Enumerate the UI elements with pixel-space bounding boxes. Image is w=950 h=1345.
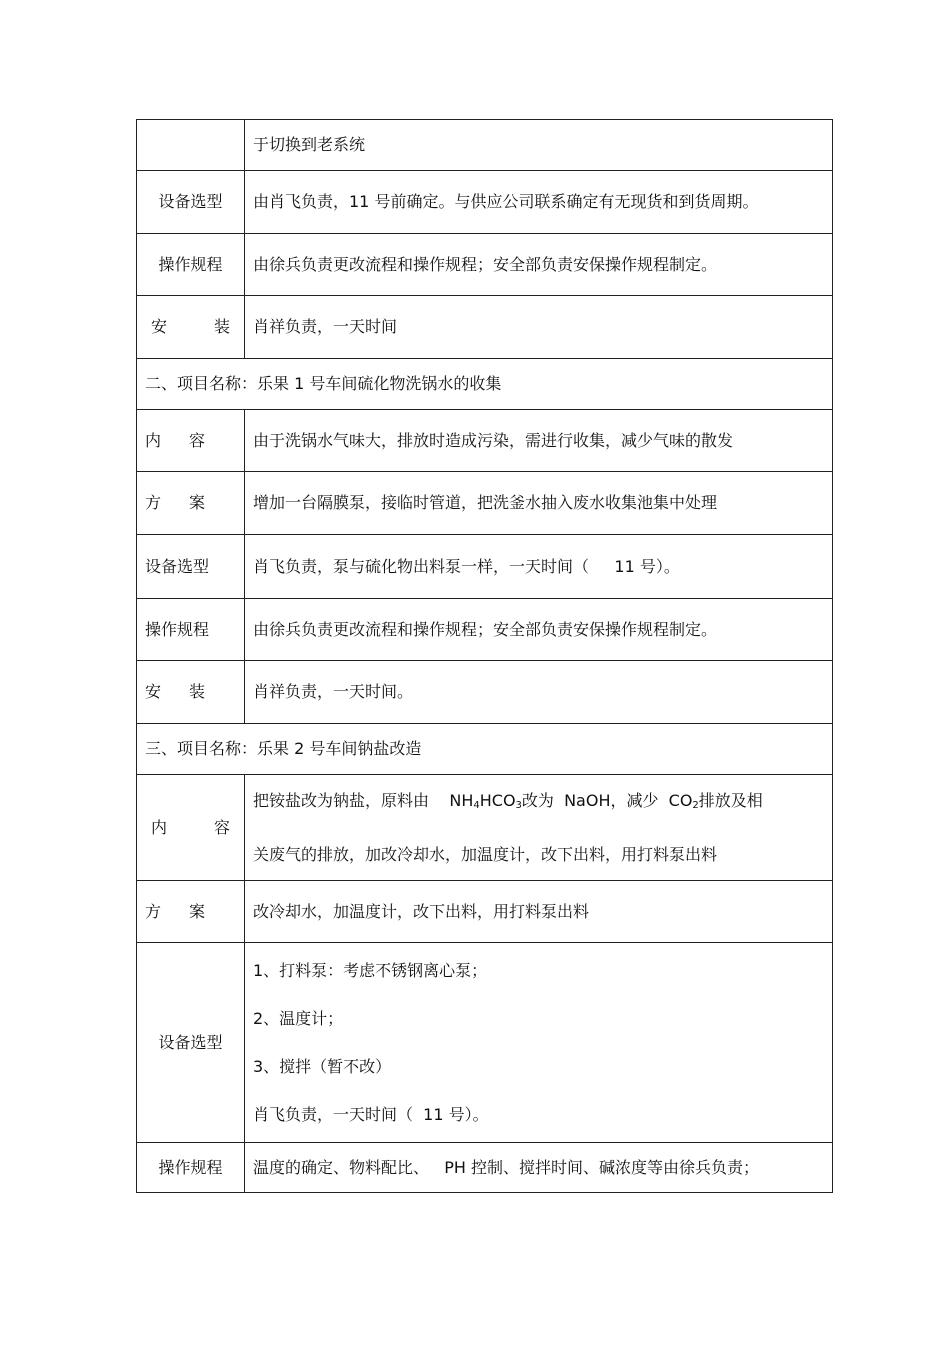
equipment-line-2: 2、温度计； <box>253 1008 344 1028</box>
equipment-text: 由肖飞负责，11 号前确定。与供应公司联系确定有无现货和到货周期。 <box>245 171 833 234</box>
section2-content-text: 由于洗锅水气味大，排放时造成污染，需进行收集，减少气味的散发 <box>245 410 833 472</box>
empty-label-cell <box>137 120 245 171</box>
section3-title: 三、项目名称：乐果 2 号车间钠盐改造 <box>137 724 833 775</box>
section2-content-label: 内 容 <box>137 410 245 472</box>
equipment-line-4: 肖飞负责，一天时间（ 11 号）。 <box>253 1104 489 1124</box>
section3-content-line1: 把铵盐改为钠盐，原料由 $NH_4HCO_3$改为 NaOH，减少 $CO_2$排放及相 <box>253 791 763 811</box>
section2-equipment-text: 肖飞负责，泵与硫化物出料泵一样，一天时间（ 11 号）。 <box>245 535 833 599</box>
section3-plan-label: 方 案 <box>137 881 245 943</box>
section3-equipment-label: 设备选型 <box>137 943 245 1143</box>
section2-install-label: 安 装 <box>137 661 245 724</box>
equipment-line-1: 1、打料泵：考虑不锈钢离心泵； <box>253 960 488 980</box>
equipment-label: 设备选型 <box>137 171 245 234</box>
install-text: 肖祥负责，一天时间 <box>245 296 833 359</box>
section3-content-line2: 关废气的排放，加改冷却水，加温度计，改下出料，用打料泵出料 <box>253 845 718 864</box>
section2-procedure-label: 操作规程 <box>137 599 245 661</box>
equipment-line-3: 3、搅拌（暂不改） <box>253 1056 392 1076</box>
procedure-label: 操作规程 <box>137 234 245 296</box>
section2-title: 二、项目名称：乐果 1 号车间硫化物洗锅水的收集 <box>137 359 833 410</box>
section2-plan-label: 方 案 <box>137 472 245 535</box>
project-table <box>136 119 833 1193</box>
procedure-text: 由徐兵负责更改流程和操作规程；安全部负责安保操作规程制定。 <box>245 234 833 296</box>
section3-procedure-label: 操作规程 <box>137 1143 245 1193</box>
section3-content-text <box>245 775 833 881</box>
section3-plan-text: 改冷却水，加温度计，改下出料，用打料泵出料 <box>245 881 833 943</box>
section2-equipment-label: 设备选型 <box>137 535 245 599</box>
section2-procedure-text: 由徐兵负责更改流程和操作规程；安全部负责安保操作规程制定。 <box>245 599 833 661</box>
section2-install-text: 肖祥负责，一天时间。 <box>245 661 833 724</box>
section3-equipment-list <box>245 943 833 1143</box>
section2-plan-text: 增加一台隔膜泵，接临时管道，把洗釜水抽入废水收集池集中处理 <box>245 472 833 535</box>
section3-content-label: 内 容 <box>137 775 245 881</box>
install-label: 安 装 <box>137 296 245 359</box>
continuation-text: 于切换到老系统 <box>245 120 833 171</box>
section3-procedure-text: 温度的确定、物料配比、 PH 控制、搅拌时间、碱浓度等由徐兵负责； <box>245 1143 833 1193</box>
